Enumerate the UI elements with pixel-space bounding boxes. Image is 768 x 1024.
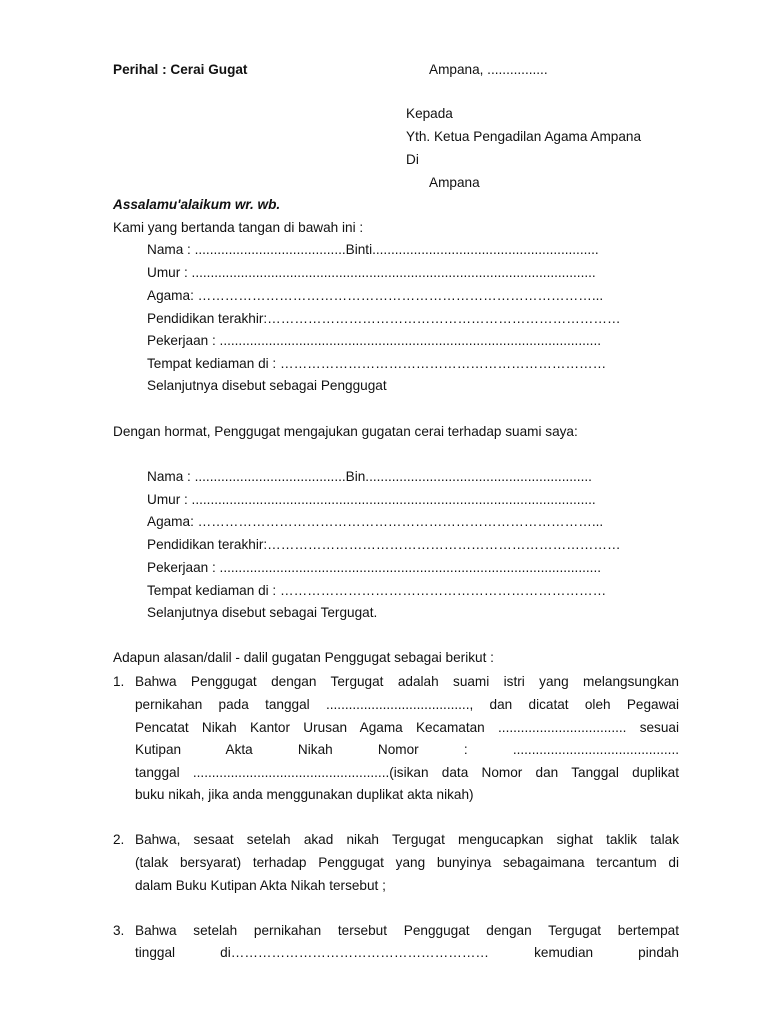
item-2-line-3: dalam Buku Kutipan Akta Nikah tersebut ;	[135, 878, 386, 893]
address-di: Di	[406, 152, 419, 167]
item-1-line-2: pernikahan pada tanggal ......................................, dan dicatat oleh Pegawai	[135, 697, 679, 712]
penggugat-tempat: Tempat kediaman di : ………………………………………………………………	[147, 356, 607, 371]
item-1-line-5: tanggal ....................................................(isikan data Nomor dan Tanggal duplikat	[135, 765, 679, 780]
tergugat-agama: Agama: ……………………………………………………………………………...	[147, 514, 604, 529]
item-3-line-1: Bahwa setelah pernikahan tersebut Penggugat dengan Tergugat bertempat	[135, 923, 679, 938]
greeting: Assalamu'alaikum wr. wb.	[113, 197, 281, 212]
item-1-number: 1.	[113, 674, 125, 689]
penggugat-umur: Umur : ...........................................................................................................	[147, 265, 596, 280]
item-2-number: 2.	[113, 832, 125, 847]
item-1-line-1: Bahwa Penggugat dengan Tergugat adalah suami istri yang melangsungkan	[135, 674, 679, 689]
intro-text: Kami yang bertanda tangan di bawah ini :	[113, 220, 364, 235]
tergugat-nama: Nama : ........................................Bin............................................................	[147, 469, 592, 484]
tergugat-pendidikan: Pendidikan terakhir:……………………………………………………………………	[147, 537, 621, 552]
address-kepada: Kepada	[406, 106, 453, 121]
item-1-line-4: Kutipan Akta Nikah Nomor : ............................................	[135, 742, 679, 757]
hormat-text: Dengan hormat, Penggugat mengajukan gugatan cerai terhadap suami saya:	[113, 424, 578, 439]
penggugat-disebut: Selanjutnya disebut sebagai Penggugat	[147, 378, 387, 393]
tergugat-tempat: Tempat kediaman di : ………………………………………………………………	[147, 583, 607, 598]
penggugat-nama: Nama : ........................................Binti............................................................	[147, 242, 599, 257]
address-recipient: Yth. Ketua Pengadilan Agama Ampana	[406, 129, 642, 144]
item-2-line-2: (talak bersyarat) terhadap Penggugat yang bunyinya sebagaimana tercantum di	[135, 855, 679, 870]
tergugat-pekerjaan: Pekerjaan : .....................................................................................................	[147, 560, 601, 575]
item-3-line-2: tinggal di………………………………………………… kemudian pindah	[135, 945, 679, 960]
item-2-line-1: Bahwa, sesaat setelah akad nikah Tergugat mengucapkan sighat taklik talak	[135, 832, 679, 847]
item-1-line-3: Pencatat Nikah Kantor Urusan Agama Kecamatan .................................. sesuai	[135, 720, 679, 735]
item-1-line-6: buku nikah, jika anda menggunakan duplikat akta nikah)	[135, 787, 474, 802]
penggugat-pendidikan: Pendidikan terakhir:……………………………………………………………………	[147, 311, 621, 326]
penggugat-pekerjaan: Pekerjaan : .....................................................................................................	[147, 333, 601, 348]
subject-line: Perihal : Cerai Gugat	[113, 62, 248, 77]
tergugat-umur: Umur : ...........................................................................................................	[147, 492, 596, 507]
address-city: Ampana	[429, 175, 480, 190]
item-3-number: 3.	[113, 923, 125, 938]
place-date: Ampana, ................	[429, 62, 548, 77]
tergugat-disebut: Selanjutnya disebut sebagai Tergugat.	[147, 605, 378, 620]
alasan-intro: Adapun alasan/dalil - dalil gugatan Penggugat sebagai berikut :	[113, 650, 494, 665]
penggugat-agama: Agama: ……………………………………………………………………………...	[147, 288, 604, 303]
